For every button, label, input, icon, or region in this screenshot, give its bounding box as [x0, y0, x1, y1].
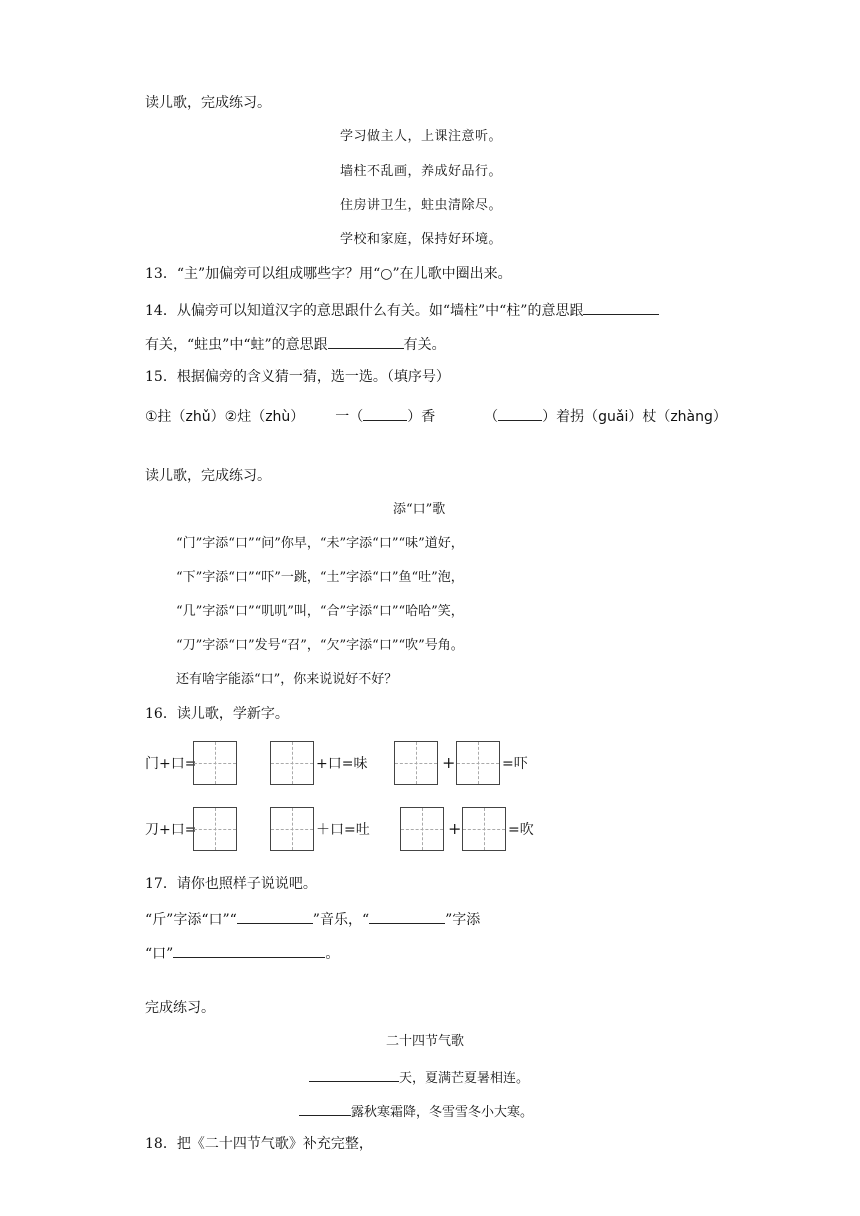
song-line-5: 还有啥字能添“口”，你来说说好不好？ — [176, 672, 398, 687]
q17-text-3: ”字添 — [445, 912, 481, 928]
poem-line-4: 学校和家庭，保持好环境。 — [340, 232, 503, 247]
question-15: 15．根据偏旁的含义猜一猜，选一选。（填序号） — [145, 369, 450, 385]
plus-sign: + — [448, 819, 462, 838]
question-17: 17．请你也照样子说说吧。 — [145, 876, 317, 892]
q17-blank-2[interactable] — [369, 911, 445, 924]
question-14-line1 — [145, 302, 659, 318]
song-line-4: “刀”字添“口”发号“召”，“欠”字添“口”“吹”号角。 — [176, 638, 464, 653]
solar-terms-text-2: 露秋寒霜降，冬雪雪冬小大寒。 — [351, 1105, 534, 1120]
q17-line-1 — [145, 911, 480, 927]
question-13: 13．“主”加偏旁可以组成哪些字？用“○”在儿歌中圈出来。 — [145, 266, 512, 282]
q16-r1-label-3: =吓 — [502, 756, 528, 772]
solar-terms-text-1: 天，夏满芒夏暑相连。 — [399, 1071, 530, 1086]
q15-blank1-pre: 一（ — [335, 409, 364, 425]
solar-terms-blank-1[interactable] — [309, 1069, 399, 1082]
song-title: 添“口”歌 — [393, 502, 446, 517]
q16-r1-label-2: +口=味 — [316, 756, 368, 772]
q15-options: ①拄（zhǔ）②炷（zhù） — [145, 409, 305, 425]
tianzige-box[interactable] — [270, 741, 314, 785]
plus-sign: + — [442, 753, 456, 772]
q15-blank1-post: ）香 — [407, 409, 436, 425]
poem-line-3: 住房讲卫生，蛀虫清除尽。 — [340, 198, 503, 213]
poem-line-2: 墙柱不乱画，养成好品行。 — [340, 164, 503, 179]
tianzige-box[interactable] — [394, 741, 438, 785]
q16-r2-label-2: ＋口=吐 — [316, 822, 370, 838]
solar-terms-line-1 — [309, 1069, 529, 1085]
q17-blank-1[interactable] — [237, 911, 313, 924]
q17-text-4: “口” — [145, 946, 174, 962]
question-15-options — [145, 408, 727, 424]
q17-blank-3[interactable] — [173, 945, 325, 958]
q17-text-2: ”音乐，“ — [312, 912, 370, 928]
q17-line-2 — [145, 945, 339, 961]
question-18: 18．把《二十四节气歌》补充完整， — [145, 1136, 373, 1152]
tianzige-box[interactable] — [193, 741, 237, 785]
q14-blank-1[interactable] — [583, 302, 659, 315]
question-14-line2 — [145, 336, 446, 352]
q15-blank2-pre: （ — [484, 409, 499, 425]
q16-r2-label-3: =吹 — [508, 822, 534, 838]
q14-blank-2[interactable] — [328, 336, 404, 349]
song-line-2: “下”字添“口”“吓”一跳，“土”字添“口”鱼“吐”泡， — [176, 570, 464, 585]
q15-blank-2[interactable] — [498, 408, 542, 421]
q14-text-1: 14．从偏旁可以知道汉字的意思跟什么有关。如“墙柱”中“柱”的意思跟 — [145, 303, 584, 319]
tianzige-box[interactable] — [456, 741, 500, 785]
q14-text-3: 有关。 — [403, 337, 446, 353]
q16-r1-label-1: 门+口= — [145, 756, 197, 772]
q17-text-5: 。 — [325, 946, 340, 962]
solar-terms-line-2 — [299, 1103, 533, 1119]
instruction-2: 读儿歌，完成练习。 — [145, 468, 271, 484]
solar-terms-blank-2[interactable] — [299, 1103, 351, 1116]
q15-blank2-post: ）着拐（guǎi）杖（zhàng） — [542, 409, 727, 425]
song-line-1: “门”字添“口”“问”你早，“未”字添“口”“味”道好， — [176, 536, 464, 551]
instruction-3: 完成练习。 — [145, 1000, 215, 1016]
tianzige-box[interactable] — [193, 807, 237, 851]
poem-line-1: 学习做主人，上课注意听。 — [340, 129, 503, 144]
tianzige-box[interactable] — [400, 807, 444, 851]
tianzige-box[interactable] — [462, 807, 506, 851]
q15-blank-1[interactable] — [363, 408, 407, 421]
song-line-3: “几”字添“口”“叽叽”叫，“合”字添“口”“哈哈”笑， — [176, 604, 464, 619]
q16-r2-label-1: 刀+口= — [145, 822, 197, 838]
instruction-1: 读儿歌，完成练习。 — [145, 95, 271, 111]
q14-text-2: 有关，“蛀虫”中“蛀”的意思跟 — [145, 337, 328, 353]
q17-text-1: “斤”字添“口”“ — [145, 912, 237, 928]
solar-terms-title: 二十四节气歌 — [386, 1034, 465, 1049]
tianzige-box[interactable] — [270, 807, 314, 851]
question-16: 16．读儿歌，学新字。 — [145, 706, 289, 722]
